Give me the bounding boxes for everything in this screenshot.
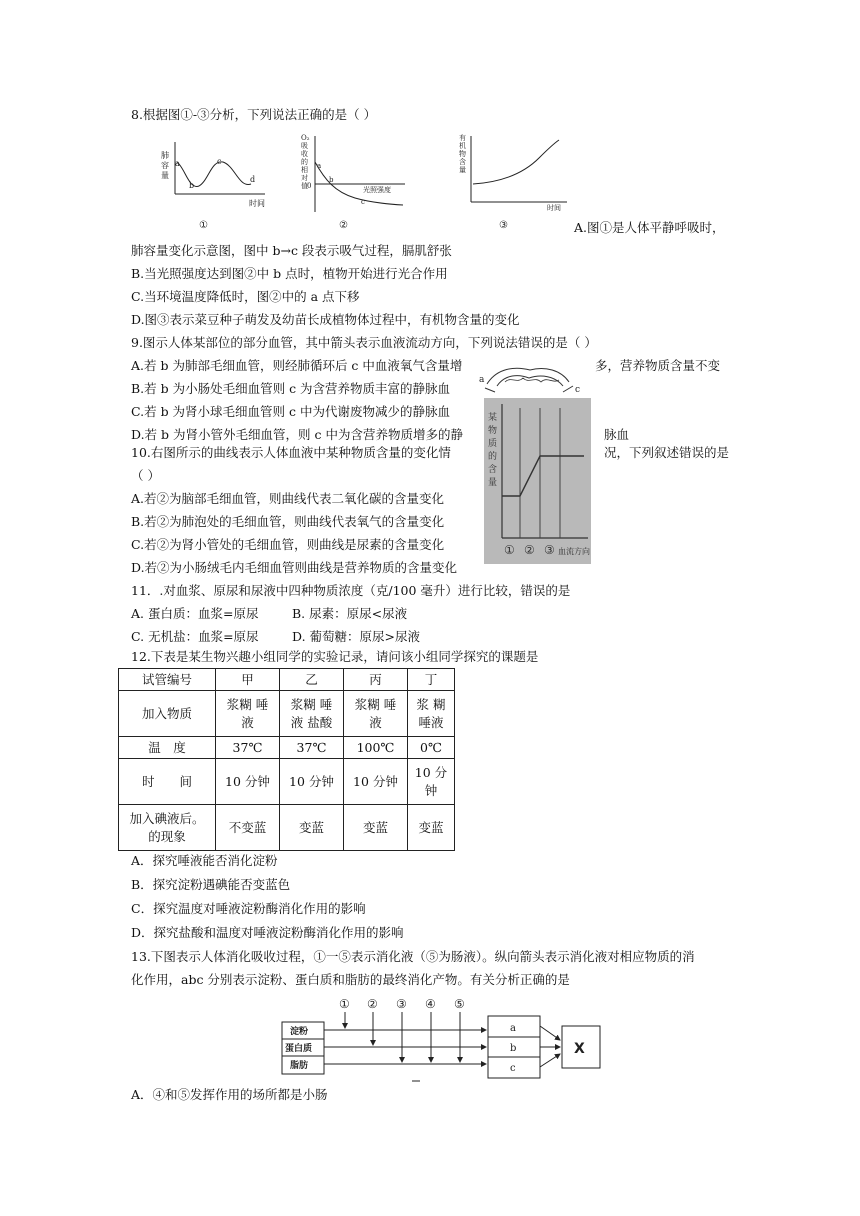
- fig2-xlabel: 光照强度: [363, 186, 391, 194]
- fig2-zero: 0: [307, 182, 312, 190]
- q8-option-a: 肺容量变化示意图，图中 b→c 段表示吸气过程，膈肌舒张: [131, 243, 452, 258]
- q8-option-a-start: A.图①是人体平静呼吸时，: [574, 220, 725, 235]
- fig1-point-b: b: [189, 181, 195, 190]
- product-a: a: [510, 1023, 516, 1034]
- q13-stem-1: 13.下图表示人体消化吸收过程，①一⑤表示消化液（⑤为肠液）。纵向箭头表示消化液对相应物质的消: [131, 949, 695, 964]
- q11-option-d: D. 葡萄糖：原尿>尿液: [292, 629, 420, 644]
- table-cell: 10 分钟: [344, 759, 408, 805]
- fig3-ylabel-4: 含: [459, 158, 466, 166]
- fig2-point-c: c: [361, 198, 365, 206]
- q12-option-a: A．探究唾液能否消化淀粉: [131, 853, 278, 868]
- fig10-num-3: ③: [544, 543, 555, 557]
- product-c: c: [510, 1063, 516, 1074]
- fig2-ylabel-1: O₂: [301, 134, 310, 142]
- q13-digestion-figure: [270, 992, 610, 1084]
- fig1-xlabel: 时间: [249, 199, 265, 208]
- table-cell: 浆糊 唾 液: [216, 691, 280, 737]
- table-cell: 变蓝: [408, 805, 455, 851]
- fig2-ylabel-3: 收: [301, 150, 308, 158]
- q10-option-d: D.若②为小肠绒毛内毛细血管则曲线是营养物质的含量变化: [131, 560, 458, 575]
- q13-option-a: A．④和⑤发挥作用的场所都是小肠: [131, 1087, 328, 1102]
- q10-option-c: C.若②为肾小管处的毛细血管，则曲线是尿素的含量变化: [131, 537, 445, 552]
- fig1-ylabel-2: 容: [161, 161, 169, 170]
- table-cell: 37℃: [280, 737, 344, 759]
- table-cell: 浆 糊 唾液: [408, 691, 455, 737]
- table-cell: 加入物质: [119, 691, 216, 737]
- table-row-temperature: [119, 737, 455, 759]
- table-row-header: [119, 669, 455, 691]
- table-cell: 10 分钟: [280, 759, 344, 805]
- q9-vessel-figure: [475, 364, 590, 402]
- fig2-ylabel-5: 相: [301, 166, 308, 174]
- table-cell: 加入碘液后。 的现象: [119, 805, 216, 851]
- fig1-point-c: c: [217, 157, 222, 166]
- q8-option-d: D.图③表示菜豆种子萌发及幼苗长成植物体过程中，有机物含量的变化: [131, 312, 520, 327]
- fig2-ylabel-2: 吸: [301, 142, 308, 150]
- fig10-ylabel-5: 含: [488, 465, 498, 475]
- fig3-ylabel-5: 量: [459, 166, 466, 174]
- table-cell: 时 间: [119, 759, 216, 805]
- substance-fat: 脂肪: [290, 1061, 309, 1071]
- fig1-ylabel-3: 量: [161, 171, 169, 180]
- table-cell: 浆糊 唾 液 盐酸: [280, 691, 344, 737]
- vessel-label-a: a: [479, 375, 485, 385]
- fig3-ylabel-3: 物: [459, 150, 466, 158]
- q10-option-a: A.若②为脑部毛细血管，则曲线代表二氧化碳的含量变化: [131, 491, 445, 506]
- fig10-ylabel-2: 物: [488, 426, 498, 436]
- substance-protein: 蛋白质: [285, 1044, 313, 1054]
- table-cell: 37℃: [216, 737, 280, 759]
- fig10-ylabel-1: 某: [488, 413, 498, 423]
- q10-stem-3: （ ）: [131, 468, 160, 483]
- q10-stem-1: 10.右图所示的曲线表示人体血液中某种物质含量的变化情: [131, 445, 451, 460]
- table-cell: 10 分 钟: [408, 759, 455, 805]
- fig3-xlabel: 时间: [547, 204, 561, 212]
- q9-option-d: D.若 b 为肾小管外毛细血管，则 c 中为含营养物质增多的静: [131, 427, 463, 442]
- fig3-ylabel-2: 机: [459, 142, 466, 150]
- q9-option-b: B.若 b 为小肠处毛细血管则 c 为含营养物质丰富的静脉血: [131, 381, 451, 396]
- table-row-time: [119, 759, 455, 805]
- q8-stem: 8.根据图①-③分析，下列说法正确的是（ ）: [131, 107, 377, 122]
- table-row-substance: [119, 691, 455, 737]
- q10-option-b: B.若②为肺泡处的毛细血管，则曲线代表氧气的含量变化: [131, 514, 445, 529]
- table-cell: 温 度: [119, 737, 216, 759]
- table-cell: 变蓝: [344, 805, 408, 851]
- table-cell: 10 分钟: [216, 759, 280, 805]
- q8-option-c: C.当环境温度降低时，图②中的 a 点下移: [131, 289, 360, 304]
- fig10-ylabel-4: 的: [488, 452, 498, 462]
- fig2-point-a: a: [317, 162, 322, 170]
- fig10-ylabel-6: 量: [488, 478, 498, 488]
- q11-stem: 11．.对血浆、原尿和尿液中四种物质浓度（克/100 毫升）进行比较，错误的是: [131, 583, 571, 598]
- fig2-ylabel-7: 值: [301, 182, 308, 190]
- fig10-num-1: ①: [504, 543, 515, 557]
- q9-stem: 9.图示人体某部位的部分血管，其中箭头表示血液流动方向，下列说法错误的是（ ）: [131, 335, 597, 350]
- fig10-xlabel: 血流方向: [558, 547, 590, 556]
- juice-4: ④: [425, 997, 436, 1011]
- juice-1: ①: [339, 997, 350, 1011]
- q9-option-c: C.若 b 为肾小球毛细血管则 c 中为代谢废物减少的静脉血: [131, 404, 450, 419]
- table-cell: 丁: [408, 669, 455, 691]
- q9-option-d-end: 脉血: [604, 427, 630, 442]
- q12-option-d: D．探究盐酸和温度对唾液淀粉酶消化作用的影响: [131, 925, 404, 940]
- q12-option-b: B．探究淀粉遇碘能否变蓝色: [131, 877, 291, 892]
- fig1-number: ①: [199, 220, 208, 231]
- juice-3: ③: [396, 997, 407, 1011]
- fig3-number: ③: [499, 220, 508, 231]
- product-b: b: [510, 1043, 517, 1054]
- vessel-label-c: c: [575, 385, 581, 395]
- substance-starch: 淀粉: [290, 1027, 309, 1037]
- q11-option-c: C. 无机盐：血浆=原尿: [131, 629, 259, 644]
- table-cell: 不变蓝: [216, 805, 280, 851]
- fig2-ylabel-6: 对: [301, 174, 308, 182]
- q13-stem-2: 化作用，abc 分别表示淀粉、蛋白质和脂肪的最终消化产物。有关分析正确的是: [131, 972, 570, 987]
- q10-stem-2: 况，下列叙述错误的是: [604, 445, 730, 460]
- experiment-table: [118, 668, 455, 851]
- fig1-point-d: d: [250, 175, 256, 184]
- juice-2: ②: [367, 997, 378, 1011]
- fig2-ylabel-4: 的: [301, 158, 308, 166]
- q11-option-a: A. 蛋白质：血浆=原尿: [131, 606, 259, 621]
- table-cell: 变蓝: [280, 805, 344, 851]
- table-cell: 100℃: [344, 737, 408, 759]
- fig1-point-a: a: [175, 159, 180, 168]
- fig1-ylabel-1: 肺: [161, 151, 169, 160]
- table-cell: 浆糊 唾 液: [344, 691, 408, 737]
- q10-figure: [484, 398, 591, 564]
- fig2-number: ②: [339, 220, 348, 231]
- q12-option-c: C．探究温度对唾液淀粉酶消化作用的影响: [131, 901, 366, 916]
- table-cell: 试管编号: [119, 669, 216, 691]
- q8-figure-1: [155, 132, 275, 232]
- q11-option-b: B. 尿素：原尿<尿液: [292, 606, 408, 621]
- final-x: X: [574, 1041, 585, 1057]
- table-row-result: [119, 805, 455, 851]
- juice-5: ⑤: [454, 997, 465, 1011]
- q9-option-a: A.若 b 为肺部毛细血管，则经肺循环后 c 中血液氧气含量增: [131, 358, 463, 373]
- q8-figure-3: [455, 132, 575, 232]
- fig10-num-2: ②: [524, 543, 535, 557]
- q9-option-a-end: 多，营养物质含量不变: [595, 358, 721, 373]
- q12-stem: 12.下表是某生物兴趣小组同学的实验记录，请问该小组同学探究的课题是: [131, 649, 539, 664]
- fig10-ylabel-3: 质: [488, 439, 498, 449]
- fig2-point-b: b: [329, 176, 334, 184]
- q8-figure-2: [295, 132, 415, 232]
- fig3-ylabel-1: 有: [459, 134, 466, 142]
- table-cell: 0℃: [408, 737, 455, 759]
- table-cell: 甲: [216, 669, 280, 691]
- table-cell: 乙: [280, 669, 344, 691]
- q8-option-b: B.当光照强度达到图②中 b 点时，植物开始进行光合作用: [131, 266, 448, 281]
- table-cell: 丙: [344, 669, 408, 691]
